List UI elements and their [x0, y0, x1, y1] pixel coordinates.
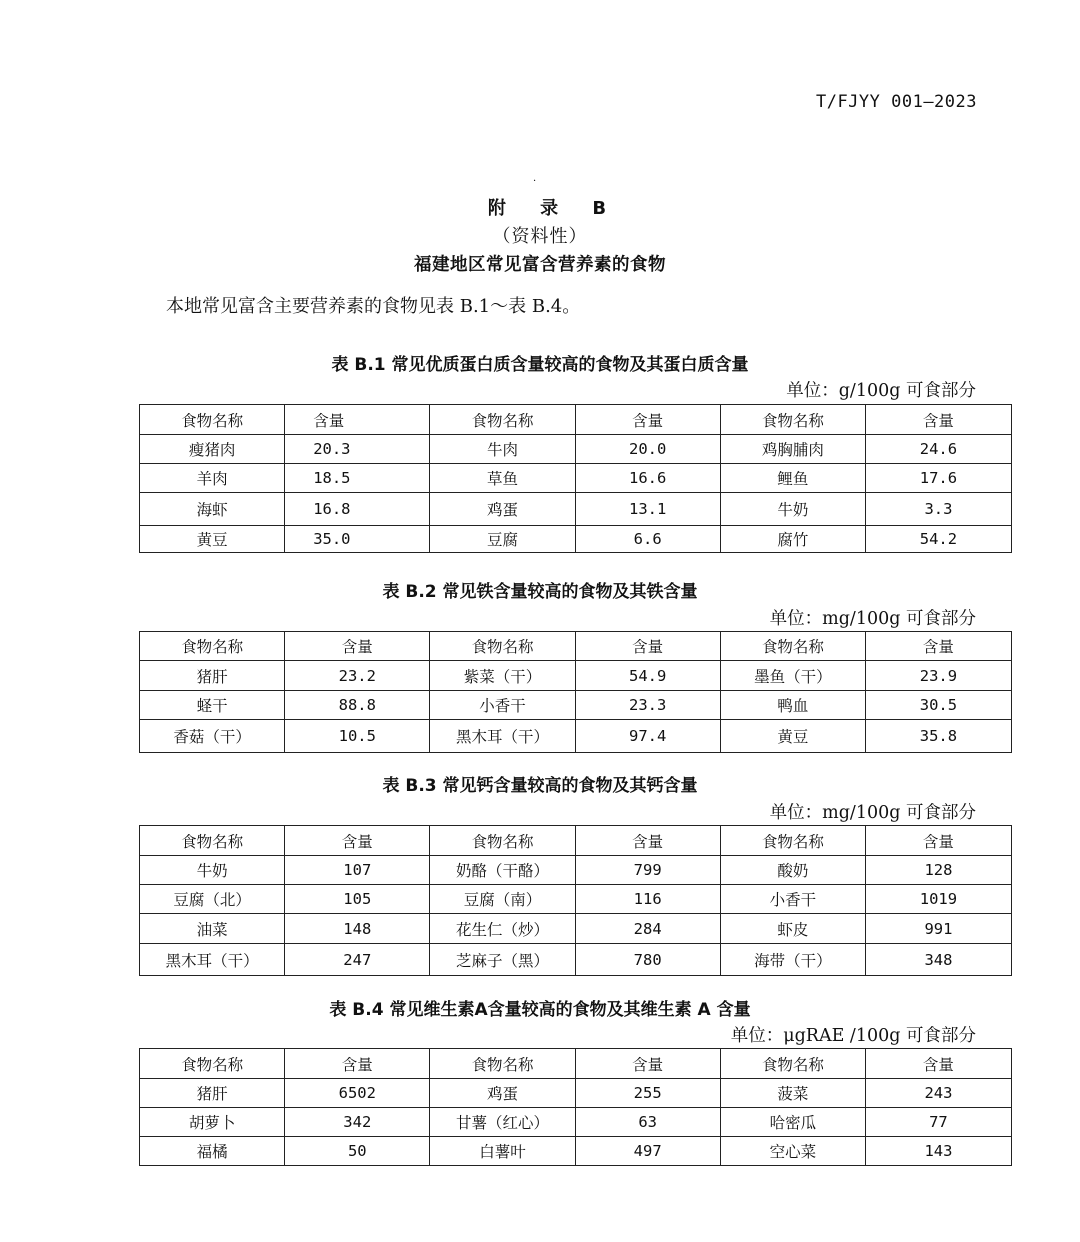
food-name-cell: 腐竹 [720, 526, 865, 553]
table-row [140, 435, 1012, 464]
header-amount: 含量 [865, 1049, 1011, 1079]
header-food-name: 食物名称 [720, 632, 865, 661]
amount-cell: 107 [285, 856, 430, 885]
amount-cell: 24.6 [865, 435, 1011, 464]
amount-cell: 20.3 [285, 435, 430, 464]
amount-cell: 105 [285, 885, 430, 914]
header-food-name: 食物名称 [720, 405, 865, 435]
food-name-cell: 鸡蛋 [430, 1079, 575, 1108]
food-name-cell: 黄豆 [720, 720, 865, 753]
header-amount: 含量 [285, 826, 430, 856]
header-amount: 含量 [285, 632, 430, 661]
food-name-cell: 羊肉 [140, 464, 285, 493]
food-name-cell: 牛奶 [720, 493, 865, 526]
food-name-cell: 猪肝 [140, 661, 285, 691]
food-name-cell: 福橘 [140, 1137, 285, 1166]
header-amount: 含量 [575, 826, 720, 856]
food-name-cell: 豆腐（南） [430, 885, 575, 914]
table-header-row [140, 826, 1012, 856]
table-row [140, 691, 1012, 720]
table-title: 表 B.4 常见维生素A含量较高的食物及其维生素 A 含量 [329, 1000, 751, 1020]
food-name-cell: 哈密瓜 [720, 1108, 865, 1137]
header-food-name: 食物名称 [140, 632, 285, 661]
amount-cell: 128 [865, 856, 1011, 885]
food-name-cell: 小香干 [720, 885, 865, 914]
header-amount: 含量 [285, 1049, 430, 1079]
food-name-cell: 牛奶 [140, 856, 285, 885]
amount-cell: 54.2 [865, 526, 1011, 553]
amount-cell: 63 [575, 1108, 720, 1137]
nutrition-table [139, 404, 1012, 553]
amount-cell: 10.5 [285, 720, 430, 753]
amount-cell: 284 [575, 914, 720, 944]
header-amount: 含量 [575, 1049, 720, 1079]
table-header-row [140, 632, 1012, 661]
food-name-cell: 油菜 [140, 914, 285, 944]
table-unit: 单位：mg/100g 可食部分 [769, 803, 976, 823]
table-unit: 单位：μgRAE /100g 可食部分 [730, 1026, 976, 1046]
food-name-cell: 酸奶 [720, 856, 865, 885]
food-name-cell: 奶酪（干酪） [430, 856, 575, 885]
amount-cell: 143 [865, 1137, 1011, 1166]
food-name-cell: 墨鱼（干） [720, 661, 865, 691]
food-name-cell: 香菇（干） [140, 720, 285, 753]
nutrition-table [139, 631, 1012, 753]
food-name-cell: 鸭血 [720, 691, 865, 720]
header-food-name: 食物名称 [140, 1049, 285, 1079]
table-row [140, 885, 1012, 914]
amount-cell: 243 [865, 1079, 1011, 1108]
amount-cell: 348 [865, 944, 1011, 976]
amount-cell: 247 [285, 944, 430, 976]
amount-cell: 116 [575, 885, 720, 914]
food-name-cell: 紫菜（干） [430, 661, 575, 691]
annex-title: 附 录 B [487, 198, 621, 219]
table-row [140, 1108, 1012, 1137]
food-name-cell: 蛏干 [140, 691, 285, 720]
header-food-name: 食物名称 [430, 826, 575, 856]
table-row [140, 856, 1012, 885]
food-name-cell: 虾皮 [720, 914, 865, 944]
amount-cell: 17.6 [865, 464, 1011, 493]
stray-dot: · [533, 176, 537, 187]
table-row [140, 914, 1012, 944]
annex-nature: （资料性） [492, 226, 588, 247]
food-name-cell: 鲤鱼 [720, 464, 865, 493]
nutrition-table [139, 1048, 1012, 1166]
amount-cell: 23.3 [575, 691, 720, 720]
food-name-cell: 黄豆 [140, 526, 285, 553]
table-title: 表 B.2 常见铁含量较高的食物及其铁含量 [382, 582, 698, 602]
document-code: T/FJYY 001—2023 [815, 92, 977, 112]
food-name-cell: 白薯叶 [430, 1137, 575, 1166]
table-unit: 单位：mg/100g 可食部分 [769, 609, 976, 629]
amount-cell: 497 [575, 1137, 720, 1166]
header-amount: 含量 [865, 632, 1011, 661]
amount-cell: 991 [865, 914, 1011, 944]
amount-cell: 23.9 [865, 661, 1011, 691]
header-amount: 含量 [575, 632, 720, 661]
food-name-cell: 黑木耳（干） [140, 944, 285, 976]
table-title: 表 B.1 常见优质蛋白质含量较高的食物及其蛋白质含量 [331, 355, 749, 375]
header-food-name: 食物名称 [140, 405, 285, 435]
amount-cell: 35.8 [865, 720, 1011, 753]
amount-cell: 88.8 [285, 691, 430, 720]
food-name-cell: 空心菜 [720, 1137, 865, 1166]
amount-cell: 342 [285, 1108, 430, 1137]
nutrition-table [139, 825, 1012, 976]
table-header-row [140, 405, 1012, 435]
amount-cell: 54.9 [575, 661, 720, 691]
amount-cell: 50 [285, 1137, 430, 1166]
food-name-cell: 小香干 [430, 691, 575, 720]
amount-cell: 20.0 [575, 435, 720, 464]
amount-cell: 3.3 [865, 493, 1011, 526]
table-row [140, 720, 1012, 753]
food-name-cell: 海带（干） [720, 944, 865, 976]
header-food-name: 食物名称 [720, 1049, 865, 1079]
table-row [140, 1079, 1012, 1108]
amount-cell: 16.8 [285, 493, 430, 526]
food-name-cell: 猪肝 [140, 1079, 285, 1108]
food-name-cell: 鸡蛋 [430, 493, 575, 526]
amount-cell: 30.5 [865, 691, 1011, 720]
header-food-name: 食物名称 [430, 632, 575, 661]
food-name-cell: 草鱼 [430, 464, 575, 493]
food-name-cell: 豆腐 [430, 526, 575, 553]
table-row [140, 661, 1012, 691]
amount-cell: 799 [575, 856, 720, 885]
header-amount: 含量 [575, 405, 720, 435]
amount-cell: 6.6 [575, 526, 720, 553]
table-header-row [140, 1049, 1012, 1079]
header-food-name: 食物名称 [720, 826, 865, 856]
amount-cell: 97.4 [575, 720, 720, 753]
table-row [140, 464, 1012, 493]
food-name-cell: 花生仁（炒） [430, 914, 575, 944]
header-amount: 含量 [285, 405, 430, 435]
header-food-name: 食物名称 [140, 826, 285, 856]
amount-cell: 18.5 [285, 464, 430, 493]
table-row [140, 493, 1012, 526]
food-name-cell: 胡萝卜 [140, 1108, 285, 1137]
header-amount: 含量 [865, 826, 1011, 856]
amount-cell: 13.1 [575, 493, 720, 526]
header-food-name: 食物名称 [430, 405, 575, 435]
annex-heading: 福建地区常见富含营养素的食物 [414, 255, 666, 275]
food-name-cell: 芝麻子（黑） [430, 944, 575, 976]
amount-cell: 780 [575, 944, 720, 976]
food-name-cell: 牛肉 [430, 435, 575, 464]
amount-cell: 16.6 [575, 464, 720, 493]
amount-cell: 1019 [865, 885, 1011, 914]
food-name-cell: 海虾 [140, 493, 285, 526]
amount-cell: 255 [575, 1079, 720, 1108]
food-name-cell: 黑木耳（干） [430, 720, 575, 753]
amount-cell: 23.2 [285, 661, 430, 691]
food-name-cell: 豆腐（北） [140, 885, 285, 914]
header-amount: 含量 [865, 405, 1011, 435]
amount-cell: 35.0 [285, 526, 430, 553]
table-title: 表 B.3 常见钙含量较高的食物及其钙含量 [382, 776, 698, 796]
table-row [140, 944, 1012, 976]
table-row [140, 1137, 1012, 1166]
food-name-cell: 鸡胸脯肉 [720, 435, 865, 464]
food-name-cell: 菠菜 [720, 1079, 865, 1108]
food-name-cell: 瘦猪肉 [140, 435, 285, 464]
intro-paragraph: 本地常见富含主要营养素的食物见表 B.1～表 B.4。 [166, 296, 581, 317]
header-food-name: 食物名称 [430, 1049, 575, 1079]
amount-cell: 6502 [285, 1079, 430, 1108]
amount-cell: 77 [865, 1108, 1011, 1137]
food-name-cell: 甘薯（红心） [430, 1108, 575, 1137]
amount-cell: 148 [285, 914, 430, 944]
table-row [140, 526, 1012, 553]
table-unit: 单位：g/100g 可食部分 [786, 381, 976, 401]
